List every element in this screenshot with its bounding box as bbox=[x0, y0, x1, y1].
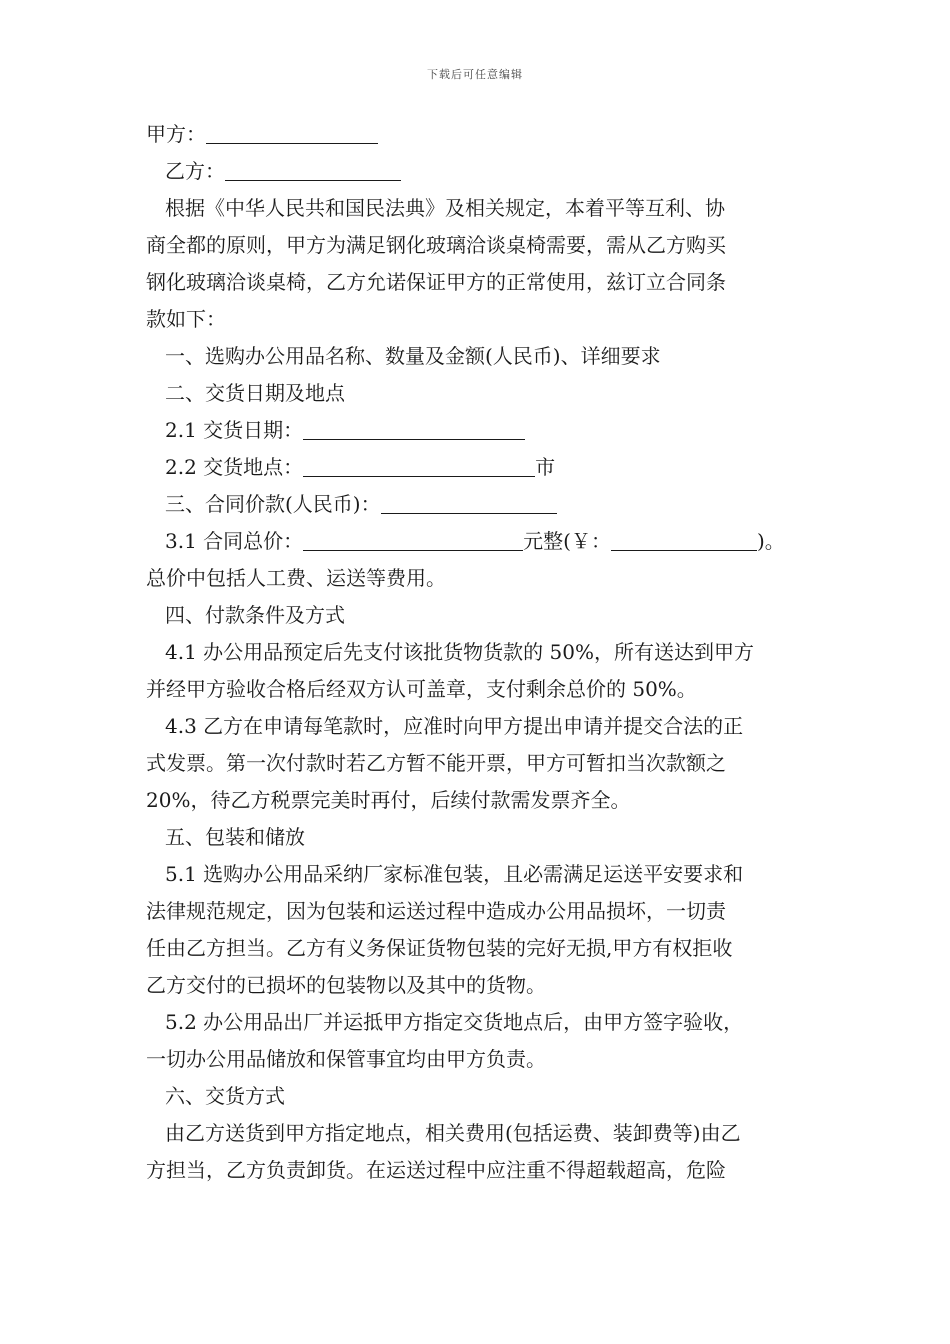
line-text: 法律规范规定，因为包装和运送过程中造成办公用品损坏，一切责 bbox=[146, 899, 726, 923]
line-text: 方担当，乙方负责卸货。在运送过程中应注重不得超载超高，危险 bbox=[146, 1158, 726, 1182]
text-line-clause-2-2 bbox=[146, 449, 806, 486]
line-text: 4.1 办公用品预定后先支付该批货物货款的 50%，所有送达到甲方 bbox=[165, 640, 754, 664]
text-line-preamble-2 bbox=[146, 227, 806, 264]
line-text: 元整(￥： bbox=[523, 529, 611, 553]
line-text: 商全都的原则，甲方为满足钢化玻璃洽谈桌椅需要，需从乙方购买 bbox=[146, 233, 726, 257]
fill-in-blank[interactable] bbox=[225, 156, 401, 181]
line-text: 五、包装和储放 bbox=[165, 825, 305, 849]
line-text: 任由乙方担当。乙方有义务保证货物包装的完好无损,甲方有权拒收 bbox=[146, 936, 733, 960]
line-text: 5.2 办公用品出厂并运抵甲方指定交货地点后，由甲方签字验收， bbox=[165, 1010, 744, 1034]
text-line-clause-5-1-d bbox=[146, 967, 806, 1004]
text-line-clause-4-3-c bbox=[146, 782, 806, 819]
text-line-preamble-1 bbox=[146, 190, 806, 227]
line-text: 5.1 选购办公用品采纳厂家标准包装，且必需满足运送平安要求和 bbox=[165, 862, 744, 886]
line-text: 乙方： bbox=[165, 159, 225, 183]
text-line-section-5-title bbox=[146, 819, 806, 856]
text-line-clause-4-1-b bbox=[146, 671, 806, 708]
line-text: 2.1 交货日期： bbox=[165, 418, 304, 442]
text-line-preamble-4 bbox=[146, 301, 806, 338]
line-text: 20%，待乙方税票完美时再付，后续付款需发票齐全。 bbox=[146, 788, 631, 812]
text-line-clause-4-1-a bbox=[146, 634, 806, 671]
text-line-clause-6-b bbox=[146, 1152, 806, 1189]
document-body bbox=[146, 116, 806, 1189]
line-text: 一、选购办公用品名称、数量及金额(人民币)、详细要求 bbox=[165, 344, 661, 368]
text-line-section-3-title bbox=[146, 486, 806, 523]
line-text: 4.3 乙方在申请每笔款时，应准时向甲方提出申请并提交合法的正 bbox=[165, 714, 744, 738]
fill-in-blank[interactable] bbox=[611, 526, 757, 551]
text-line-section-6-title bbox=[146, 1078, 806, 1115]
line-text: 乙方交付的已损坏的包装物以及其中的货物。 bbox=[146, 973, 546, 997]
line-text: 总价中包括人工费、运送等费用。 bbox=[146, 566, 446, 590]
text-line-clause-3-1-cont bbox=[146, 560, 806, 597]
text-line-clause-3-1 bbox=[146, 523, 806, 560]
line-text: 一切办公用品储放和保管事宜均由甲方负责。 bbox=[146, 1047, 546, 1071]
text-line-party-b bbox=[146, 153, 806, 190]
text-line-clause-6-a bbox=[146, 1115, 806, 1152]
text-line-clause-2-1 bbox=[146, 412, 806, 449]
text-line-clause-4-3-a bbox=[146, 708, 806, 745]
line-text: 2.2 交货地点： bbox=[165, 455, 304, 479]
line-text: 并经甲方验收合格后经双方认可盖章，支付剩余总价的 50%。 bbox=[146, 677, 697, 701]
line-text: 钢化玻璃洽谈桌椅，乙方允诺保证甲方的正常使用，兹订立合同条 bbox=[146, 270, 726, 294]
fill-in-blank[interactable] bbox=[303, 452, 535, 477]
text-line-preamble-3 bbox=[146, 264, 806, 301]
text-line-clause-5-1-c bbox=[146, 930, 806, 967]
text-line-section-4-title bbox=[146, 597, 806, 634]
text-line-clause-5-2-b bbox=[146, 1041, 806, 1078]
line-text: 3.1 合同总价： bbox=[165, 529, 304, 553]
text-line-clause-4-3-b bbox=[146, 745, 806, 782]
fill-in-blank[interactable] bbox=[381, 489, 557, 514]
line-text: 四、付款条件及方式 bbox=[165, 603, 345, 627]
fill-in-blank[interactable] bbox=[206, 119, 378, 144]
line-text: 二、交货日期及地点 bbox=[165, 381, 345, 405]
line-text: 由乙方送货到甲方指定地点，相关费用(包括运费、装卸费等)由乙 bbox=[165, 1121, 741, 1145]
line-text: )。 bbox=[756, 529, 785, 553]
text-line-section-1-title bbox=[146, 338, 806, 375]
text-line-section-2-title bbox=[146, 375, 806, 412]
fill-in-blank[interactable] bbox=[303, 526, 523, 551]
line-text: 三、合同价款(人民币)： bbox=[165, 492, 381, 516]
text-line-party-a bbox=[146, 116, 806, 153]
line-text: 根据《中华人民共和国民法典》及相关规定，本着平等互利、协 bbox=[165, 196, 725, 220]
line-text: 式发票。第一次付款时若乙方暂不能开票，甲方可暂扣当次款额之 bbox=[146, 751, 726, 775]
text-line-clause-5-2-a bbox=[146, 1004, 806, 1041]
line-text: 市 bbox=[535, 455, 556, 479]
text-line-clause-5-1-b bbox=[146, 893, 806, 930]
text-line-clause-5-1-a bbox=[146, 856, 806, 893]
fill-in-blank[interactable] bbox=[303, 415, 525, 440]
line-text: 款如下： bbox=[146, 307, 226, 331]
line-text: 六、交货方式 bbox=[165, 1084, 285, 1108]
header-note: 下载后可任意编辑 bbox=[427, 68, 523, 81]
line-text: 甲方： bbox=[146, 122, 206, 146]
